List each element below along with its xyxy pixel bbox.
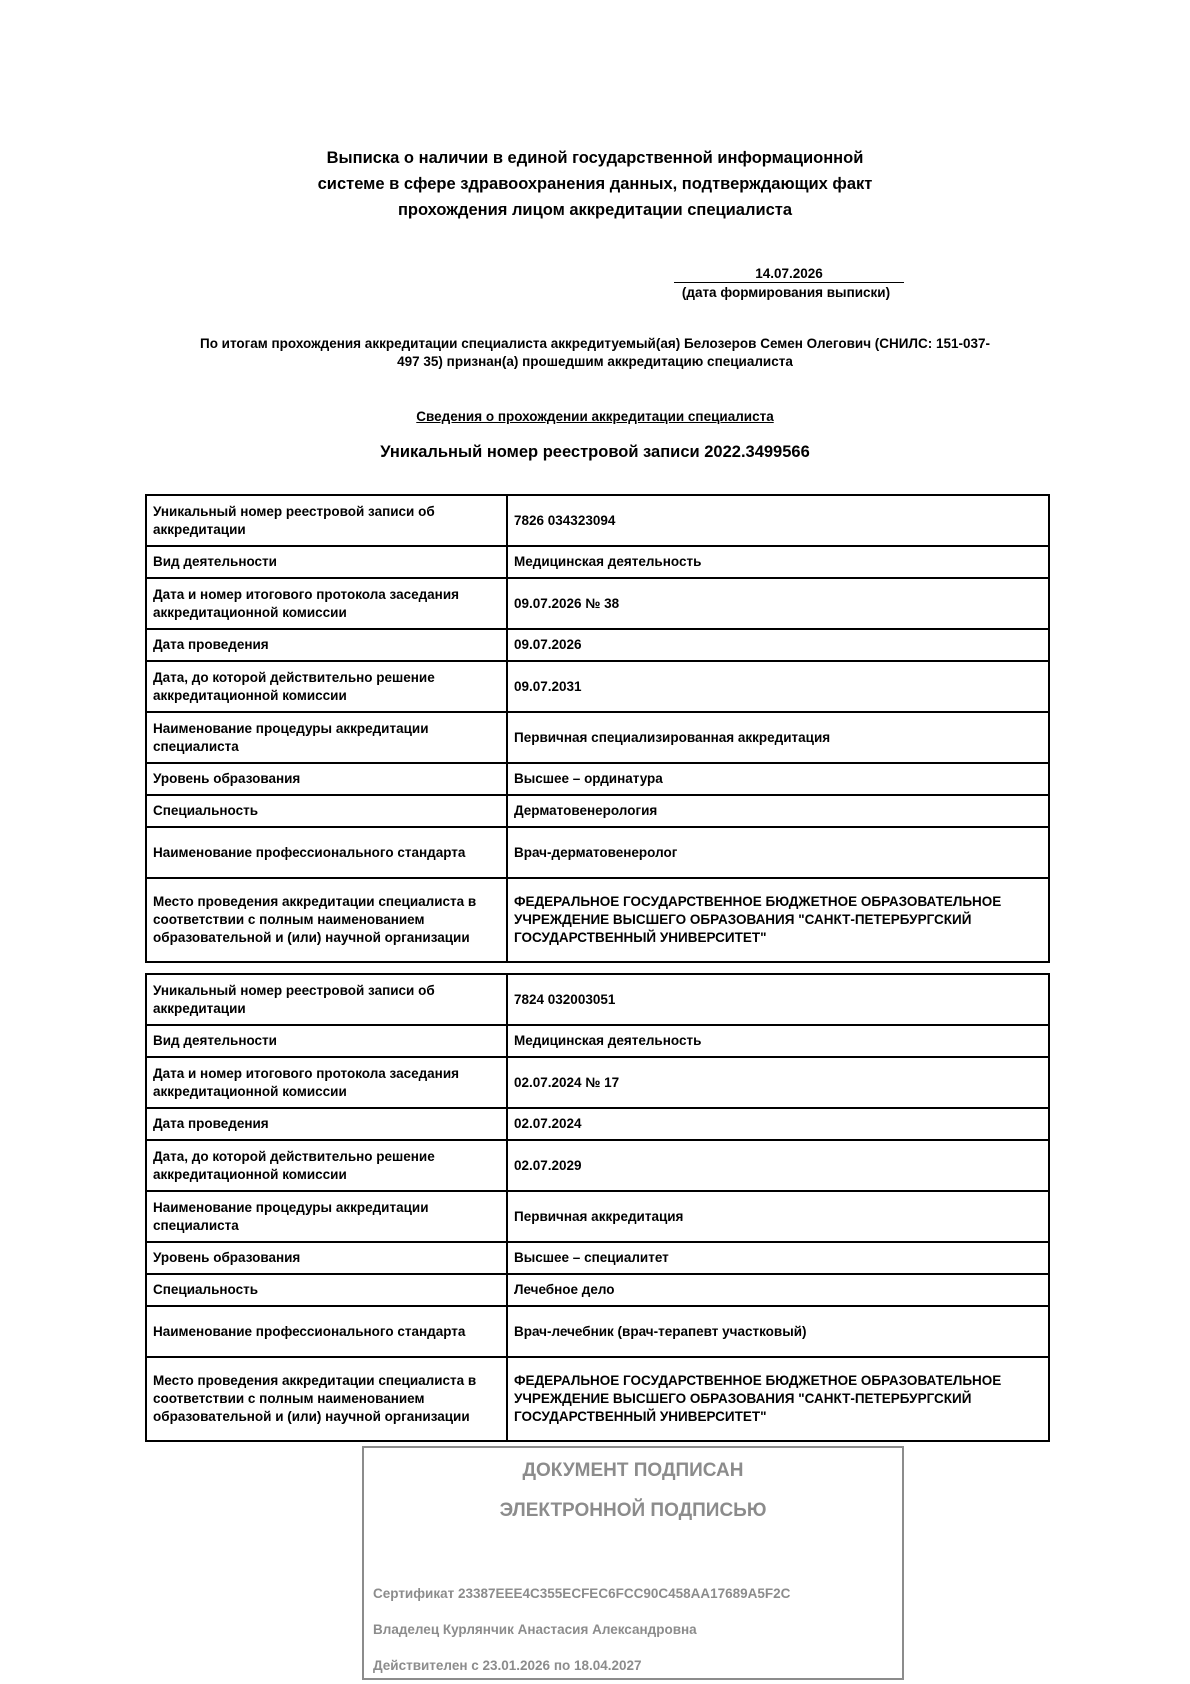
- row-label: Наименование профессионального стандарта: [146, 1306, 507, 1357]
- row-label: Уровень образования: [146, 1242, 507, 1274]
- table-row: [146, 661, 1049, 712]
- row-label: Дата проведения: [146, 1108, 507, 1140]
- row-value: ФЕДЕРАЛЬНОЕ ГОСУДАРСТВЕННОЕ БЮДЖЕТНОЕ ОБРАЗОВАТЕЛЬНОЕ УЧРЕЖДЕНИЕ ВЫСШЕГО ОБРАЗОВАНИЯ "САНКТ-ПЕТЕРБУРГСКИЙ ГОСУДАРСТВЕННЫЙ УНИВЕРСИТЕТ": [507, 878, 1049, 962]
- section-heading: Сведения о прохождении аккредитации специалиста: [416, 409, 774, 424]
- table-row: [146, 495, 1049, 546]
- accreditation-table-2: [145, 973, 1050, 1442]
- registry-number: Уникальный номер реестровой записи 2022.3499566: [380, 443, 810, 461]
- row-value: 02.07.2029: [507, 1140, 1049, 1191]
- row-label: Вид деятельности: [146, 1025, 507, 1057]
- row-value: Врач-дерматовенеролог: [507, 827, 1049, 878]
- row-value: 02.07.2024: [507, 1108, 1049, 1140]
- row-label: Уникальный номер реестровой записи об аккредитации: [146, 974, 507, 1025]
- table-row: [146, 1357, 1049, 1441]
- row-value: Медицинская деятельность: [507, 1025, 1049, 1057]
- row-label: Дата, до которой действительно решение аккредитационной комиссии: [146, 1140, 507, 1191]
- result-statement-line: По итогам прохождения аккредитации специалиста аккредитуемый(ая) Белозеров Семен Олегович (СНИЛС: 151-037-: [199, 336, 990, 351]
- table-row: [146, 1057, 1049, 1108]
- certificate-number: Сертификат 23387EEE4C355ECFEC6FCC90C458AA17689A5F2C: [373, 1586, 791, 1601]
- table-row: [146, 1025, 1049, 1057]
- table-row: [146, 712, 1049, 763]
- row-value: Дерматовенерология: [507, 795, 1049, 827]
- row-value: Врач-лечебник (врач-терапевт участковый): [507, 1306, 1049, 1357]
- table-row: [146, 1108, 1049, 1140]
- document-title-line: Выписка о наличии в единой государственной информационной: [326, 149, 864, 167]
- row-value: Лечебное дело: [507, 1274, 1049, 1306]
- row-label: Дата и номер итогового протокола заседания аккредитационной комиссии: [146, 1057, 507, 1108]
- row-label: Наименование процедуры аккредитации специалиста: [146, 712, 507, 763]
- accreditation-table-1: [145, 494, 1050, 963]
- table-row: [146, 763, 1049, 795]
- row-value: 7826 034323094: [507, 495, 1049, 546]
- row-label: Специальность: [146, 795, 507, 827]
- result-statement: [150, 335, 1040, 371]
- stamp-heading: ДОКУМЕНТ ПОДПИСАН: [522, 1460, 744, 1481]
- table-row: [146, 1274, 1049, 1306]
- row-value: Первичная специализированная аккредитация: [507, 712, 1049, 763]
- table-row: [146, 629, 1049, 661]
- row-value: 02.07.2024 № 17: [507, 1057, 1049, 1108]
- document-title: [0, 145, 1190, 223]
- row-label: Место проведения аккредитации специалиста в соответствии с полным наименованием образовательной и (или) научной организации: [146, 1357, 507, 1441]
- extract-date: 14.07.2026: [674, 266, 904, 283]
- row-label: Специальность: [146, 1274, 507, 1306]
- electronic-signature-stamp: [362, 1446, 904, 1680]
- table-row: [146, 1242, 1049, 1274]
- date-block: [668, 266, 904, 300]
- stamp-subheading: ЭЛЕКТРОННОЙ ПОДПИСЬЮ: [499, 1500, 767, 1521]
- row-value: Первичная аккредитация: [507, 1191, 1049, 1242]
- row-label: Место проведения аккредитации специалиста в соответствии с полным наименованием образовательной и (или) научной организации: [146, 878, 507, 962]
- row-value: 09.07.2031: [507, 661, 1049, 712]
- row-value: 09.07.2026 № 38: [507, 578, 1049, 629]
- row-value: 7824 032003051: [507, 974, 1049, 1025]
- table-row: [146, 878, 1049, 962]
- table-row: [146, 578, 1049, 629]
- row-value: Медицинская деятельность: [507, 546, 1049, 578]
- row-label: Дата проведения: [146, 629, 507, 661]
- row-label: Наименование процедуры аккредитации специалиста: [146, 1191, 507, 1242]
- table-row: [146, 1140, 1049, 1191]
- row-value: 09.07.2026: [507, 629, 1049, 661]
- row-value: Высшее – специалитет: [507, 1242, 1049, 1274]
- table-row: [146, 795, 1049, 827]
- table-row: [146, 827, 1049, 878]
- row-label: Уникальный номер реестровой записи об аккредитации: [146, 495, 507, 546]
- row-value: Высшее – ординатура: [507, 763, 1049, 795]
- row-label: Уровень образования: [146, 763, 507, 795]
- row-label: Дата, до которой действительно решение аккредитационной комиссии: [146, 661, 507, 712]
- table-row: [146, 1191, 1049, 1242]
- result-statement-line: 497 35) признан(а) прошедшим аккредитацию специалиста: [397, 354, 793, 369]
- table-row: [146, 974, 1049, 1025]
- document-title-line: системе в сфере здравоохранения данных, подтверждающих факт: [317, 175, 873, 193]
- document-title-line: прохождения лицом аккредитации специалиста: [397, 201, 793, 219]
- row-label: Вид деятельности: [146, 546, 507, 578]
- row-value: ФЕДЕРАЛЬНОЕ ГОСУДАРСТВЕННОЕ БЮДЖЕТНОЕ ОБРАЗОВАТЕЛЬНОЕ УЧРЕЖДЕНИЕ ВЫСШЕГО ОБРАЗОВАНИЯ "САНКТ-ПЕТЕРБУРГСКИЙ ГОСУДАРСТВЕННЫЙ УНИВЕРСИТЕТ": [507, 1357, 1049, 1441]
- row-label: Дата и номер итогового протокола заседания аккредитационной комиссии: [146, 578, 507, 629]
- row-label: Наименование профессионального стандарта: [146, 827, 507, 878]
- table-row: [146, 1306, 1049, 1357]
- certificate-validity: Действителен с 23.01.2026 по 18.04.2027: [373, 1658, 642, 1673]
- extract-date-caption: (дата формирования выписки): [681, 285, 891, 300]
- table-row: [146, 546, 1049, 578]
- certificate-owner: Владелец Курлянчик Анастасия Александровна: [373, 1622, 697, 1637]
